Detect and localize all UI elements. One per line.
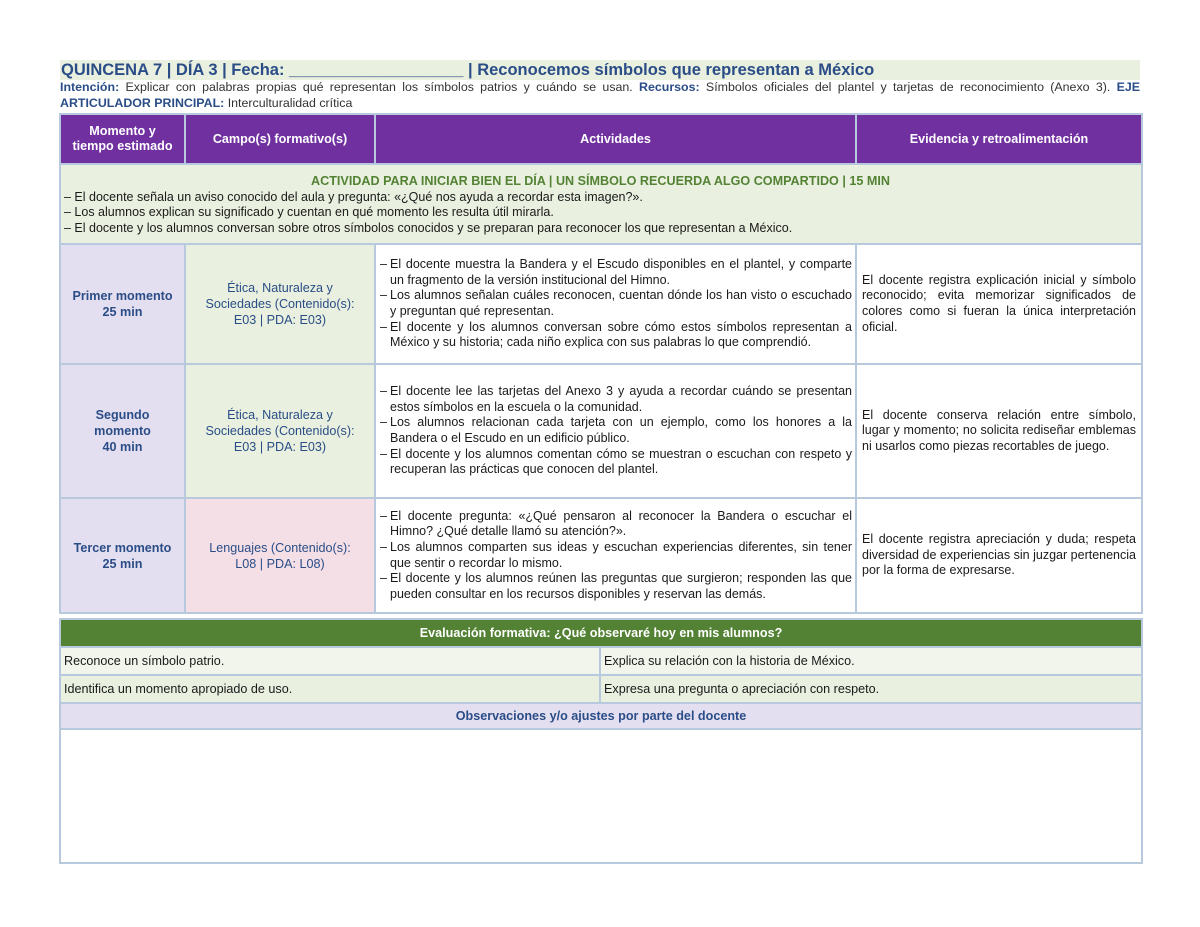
moment-label: Segundo momento bbox=[94, 408, 151, 438]
list-item: – Los alumnos señalan cuáles reconocen, cuentan dónde los han visto o escuchado y preguntan qué representan. bbox=[380, 288, 852, 318]
list-item: – El docente y los alumnos comentan cómo se muestran o escuchan con respeto y recuperan las prácticas que conocen del plantel. bbox=[380, 446, 852, 477]
table-row bbox=[60, 498, 1142, 613]
moment-label: Tercer momento bbox=[73, 540, 172, 555]
planning-table bbox=[59, 113, 1143, 614]
observations-area[interactable] bbox=[60, 729, 1142, 863]
evaluation-item: Identifica un momento apropiado de uso. bbox=[60, 675, 600, 703]
evaluation-table bbox=[59, 618, 1143, 864]
col-header-actividades: Actividades bbox=[375, 114, 856, 164]
list-item: – El docente pregunta: «¿Qué pensaron al reconocer la Bandera o escuchar el Himno? ¿Qué detalle llamó su atención?». bbox=[380, 508, 852, 539]
page-header bbox=[60, 60, 1140, 111]
resources-label: Recursos: bbox=[639, 80, 700, 94]
intent-label: Intención: bbox=[60, 80, 120, 94]
opening-activity bbox=[60, 164, 1142, 244]
evaluation-item: Reconoce un símbolo patrio. bbox=[60, 647, 600, 675]
opening-line: – El docente y los alumnos conversan sobre otros símbolos conocidos y se preparan para reconocer los que representan a México. bbox=[64, 220, 793, 235]
activities-cell bbox=[375, 498, 856, 613]
observations-title: Observaciones y/o ajustes por parte del docente bbox=[60, 703, 1142, 729]
opening-row bbox=[60, 164, 1142, 244]
moment-cell bbox=[60, 244, 185, 364]
moment-time: 40 min bbox=[102, 440, 143, 454]
opening-line: – El docente señala un aviso conocido del aula y pregunta: «¿Qué nos ayuda a recordar esta imagen?». bbox=[64, 189, 643, 204]
list-item: – El docente lee las tarjetas del Anexo 3 y ayuda a recordar cuándo se presentan estos símbolos en la escuela o la comunidad. bbox=[380, 384, 852, 414]
page-title: QUINCENA 7 | DÍA 3 | Fecha: ___________________ | Reconocemos símbolos que representan a México bbox=[60, 60, 1140, 80]
col-header-campo: Campo(s) formativo(s) bbox=[185, 114, 375, 164]
list-item: – El docente y los alumnos conversan sobre cómo estos símbolos representan a México y su historia; cada niño explica con sus palabras lo que comprendió. bbox=[380, 319, 852, 350]
table-header-row bbox=[60, 114, 1142, 164]
moment-cell bbox=[60, 498, 185, 613]
opening-title: ACTIVIDAD PARA INICIAR BIEN EL DÍA | UN SÍMBOLO RECUERDA ALGO COMPARTIDO | 15 MIN bbox=[311, 174, 890, 188]
campo-cell: Lenguajes (Contenido(s): L08 | PDA: L08) bbox=[185, 498, 375, 613]
table-row bbox=[60, 244, 1142, 364]
list-item: – El docente muestra la Bandera y el Escudo disponibles en el plantel, y comparte un fragmento de la versión institucional del Himno. bbox=[380, 257, 852, 287]
intent-paragraph bbox=[60, 80, 1140, 111]
table-row bbox=[60, 364, 1142, 498]
axis-text: Interculturalidad crítica bbox=[224, 95, 353, 110]
intent-text: Explicar con palabras propias qué representan los símbolos patrios y cuándo se usan. bbox=[119, 80, 640, 94]
moment-cell bbox=[60, 364, 185, 498]
list-item: – Los alumnos relacionan cada tarjeta con un ejemplo, como los honores a la Bandera o el Escudo en un edificio público. bbox=[380, 415, 852, 445]
activities-cell bbox=[375, 364, 856, 498]
evaluation-item: Expresa una pregunta o apreciación con respeto. bbox=[600, 675, 1142, 703]
moment-time: 25 min bbox=[102, 305, 143, 319]
axis-label: EJE ARTICULADOR PRINCIPAL: bbox=[60, 80, 1140, 110]
opening-line: – Los alumnos explican su significado y cuentan en qué momento les resulta útil mirarla. bbox=[64, 205, 554, 219]
resources-text: Símbolos oficiales del plantel y tarjetas de reconocimiento (Anexo 3). bbox=[699, 80, 1117, 94]
evaluation-title: Evaluación formativa: ¿Qué observaré hoy en mis alumnos? bbox=[60, 619, 1142, 647]
list-item: – Los alumnos comparten sus ideas y escuchan experiencias diferentes, sin tener que sentir o recordar lo mismo. bbox=[380, 539, 852, 570]
col-header-moment: Momento y tiempo estimado bbox=[60, 114, 185, 164]
evidence-cell: El docente registra explicación inicial y símbolo reconocido; evita memorizar significados de colores como si fueran la única interpretación oficial. bbox=[856, 244, 1142, 364]
activities-cell bbox=[375, 244, 856, 364]
list-item: – El docente y los alumnos reúnen las preguntas que surgieron; responden las que pueden consultar en los recursos disponibles y reservan las demás. bbox=[380, 571, 852, 601]
evidence-cell: El docente conserva relación entre símbolo, lugar y momento; no solicita rediseñar emblemas ni usarlos como piezas recortables de juego. bbox=[856, 364, 1142, 498]
col-header-evidencia: Evidencia y retroalimentación bbox=[856, 114, 1142, 164]
evaluation-item: Explica su relación con la historia de México. bbox=[600, 647, 1142, 675]
moment-time: 25 min bbox=[102, 556, 143, 571]
campo-cell: Ética, Naturaleza y Sociedades (Contenido(s): E03 | PDA: E03) bbox=[185, 244, 375, 364]
evidence-cell: El docente registra apreciación y duda; respeta diversidad de experiencias sin juzgar pertenencia por la forma de expresarse. bbox=[856, 498, 1142, 613]
moment-label: Primer momento bbox=[72, 289, 173, 303]
campo-cell: Ética, Naturaleza y Sociedades (Contenido(s): E03 | PDA: E03) bbox=[185, 364, 375, 498]
